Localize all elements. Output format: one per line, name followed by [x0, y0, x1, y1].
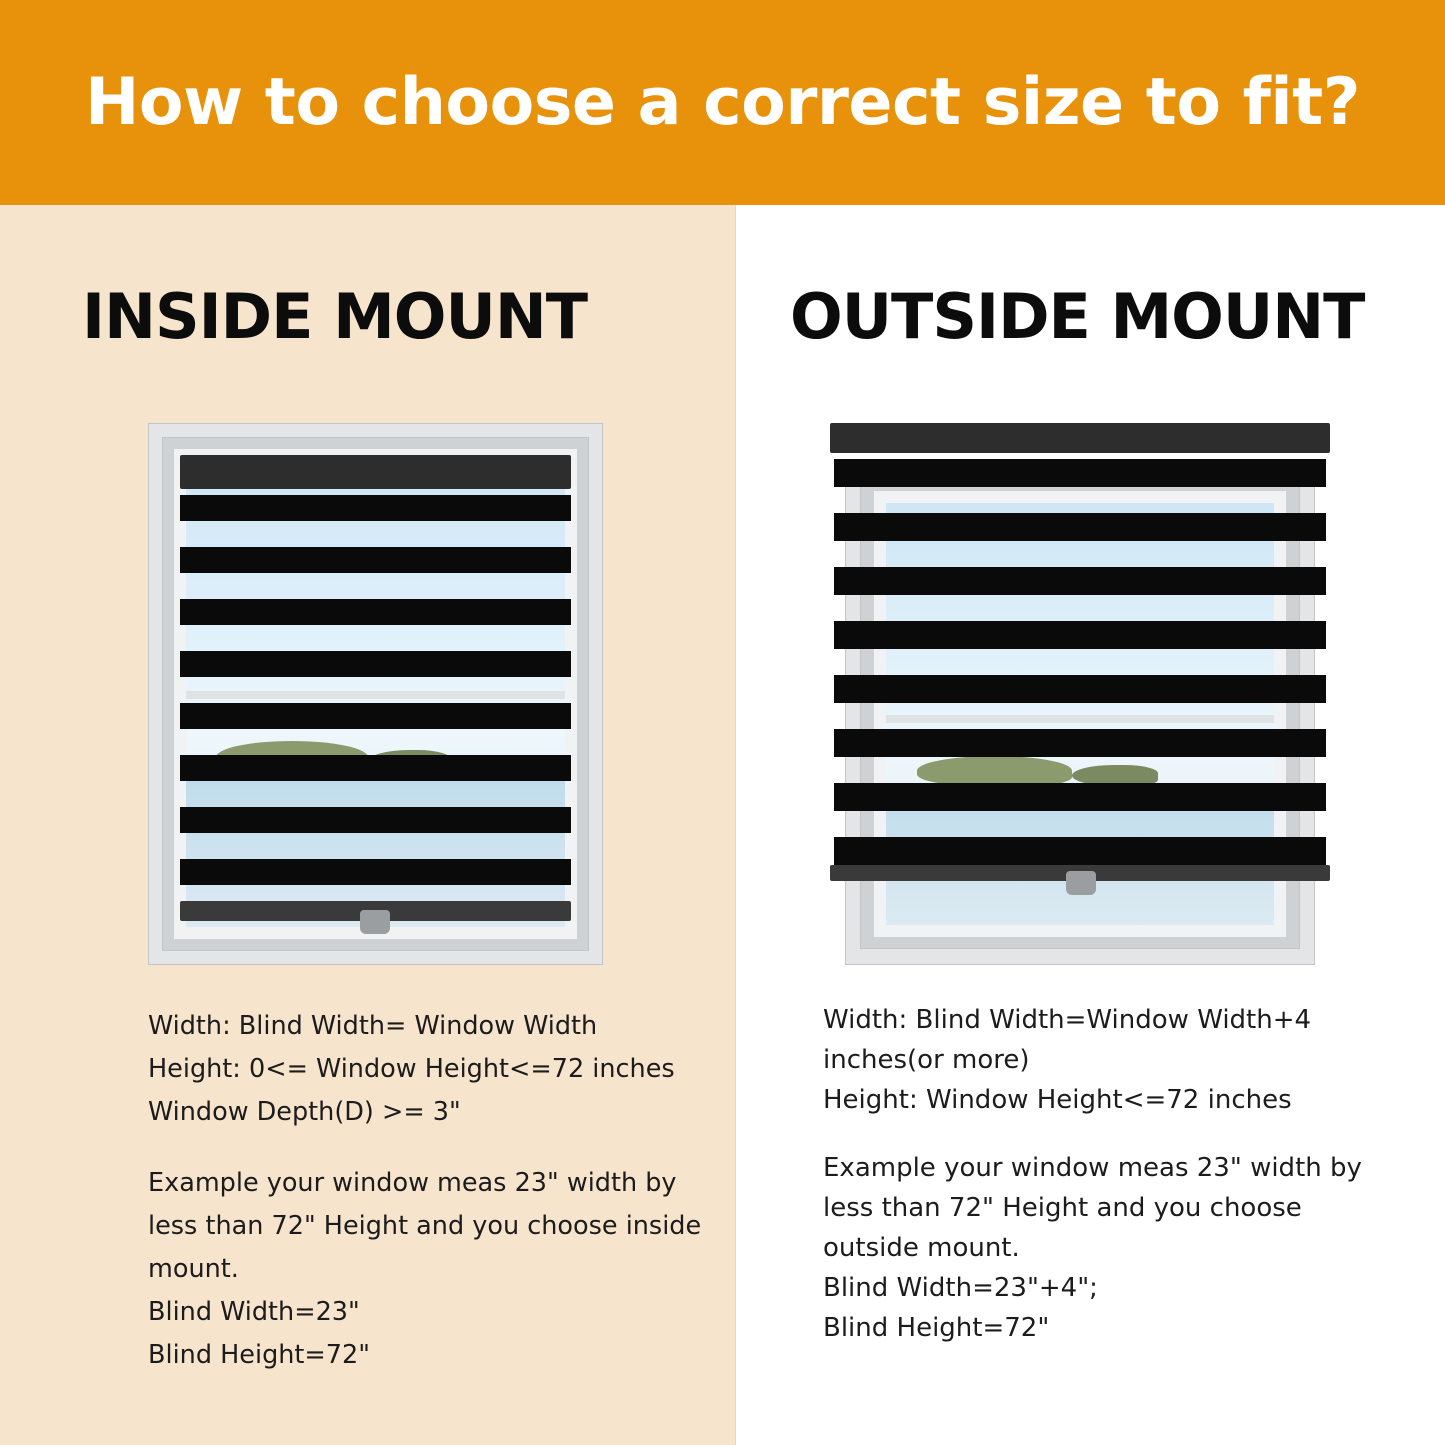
example-line: less than 72" Height and you choose inside	[148, 1211, 702, 1241]
blind-stripe	[180, 495, 571, 521]
text-gap	[823, 1120, 1393, 1148]
blind-stripe	[834, 513, 1326, 541]
panel-title-outside-mount: OUTSIDE MOUNT	[790, 280, 1365, 353]
header-banner	[0, 0, 1445, 205]
blind-stripe	[180, 547, 571, 573]
inside-mount-text	[148, 1005, 708, 1377]
blind-stripe	[834, 567, 1326, 595]
text-gap	[148, 1134, 708, 1162]
blind-stripe	[834, 621, 1326, 649]
blind-stripe	[834, 783, 1326, 811]
example-line: mount.	[148, 1254, 239, 1284]
blind-stripe	[180, 599, 571, 625]
zebra-blind-inside	[180, 455, 571, 925]
blind-stripe	[180, 703, 571, 729]
example-line: Example your window meas 23" width by	[148, 1168, 677, 1198]
outside-mount-illustration	[830, 423, 1370, 965]
blind-stripe	[834, 729, 1326, 757]
panel-divider	[735, 205, 736, 1445]
spec-line: Width: Blind Width=Window Width+4	[823, 1005, 1312, 1035]
outside-mount-text	[823, 1000, 1393, 1348]
blind-headrail	[830, 423, 1330, 453]
spec-line: Width: Blind Width= Window Width	[148, 1011, 598, 1041]
panel-title-inside-mount: INSIDE MOUNT	[82, 280, 588, 353]
panel-outside-mount	[735, 205, 1445, 1445]
blind-stripe	[834, 459, 1326, 487]
example-line: Blind Width=23"+4";	[823, 1273, 1098, 1303]
blind-stripe	[180, 807, 571, 833]
spec-line: inches(or more)	[823, 1045, 1030, 1075]
page-title: How to choose a correct size to fit?	[85, 65, 1360, 140]
panel-inside-mount	[0, 205, 735, 1445]
zebra-blind-outside	[830, 423, 1330, 891]
panels-container	[0, 205, 1445, 1445]
blind-pull-handle	[1066, 871, 1096, 895]
example-line: outside mount.	[823, 1233, 1020, 1263]
blind-stripe	[180, 859, 571, 885]
spec-line: Height: Window Height<=72 inches	[823, 1085, 1292, 1115]
spec-line: Height: 0<= Window Height<=72 inches	[148, 1054, 675, 1084]
spec-line: Window Depth(D) >= 3"	[148, 1097, 461, 1127]
blind-stripe	[180, 651, 571, 677]
example-line: Blind Height=72"	[148, 1340, 370, 1370]
blind-stripe	[834, 675, 1326, 703]
inside-mount-illustration	[148, 423, 603, 965]
blind-stripe	[834, 837, 1326, 865]
example-line: Example your window meas 23" width by	[823, 1153, 1362, 1183]
example-line: Blind Height=72"	[823, 1313, 1050, 1343]
example-line: less than 72" Height and you choose	[823, 1193, 1302, 1223]
blind-stripe	[180, 755, 571, 781]
example-line: Blind Width=23"	[148, 1297, 360, 1327]
blind-headrail	[180, 455, 571, 489]
blind-pull-handle	[360, 910, 390, 934]
